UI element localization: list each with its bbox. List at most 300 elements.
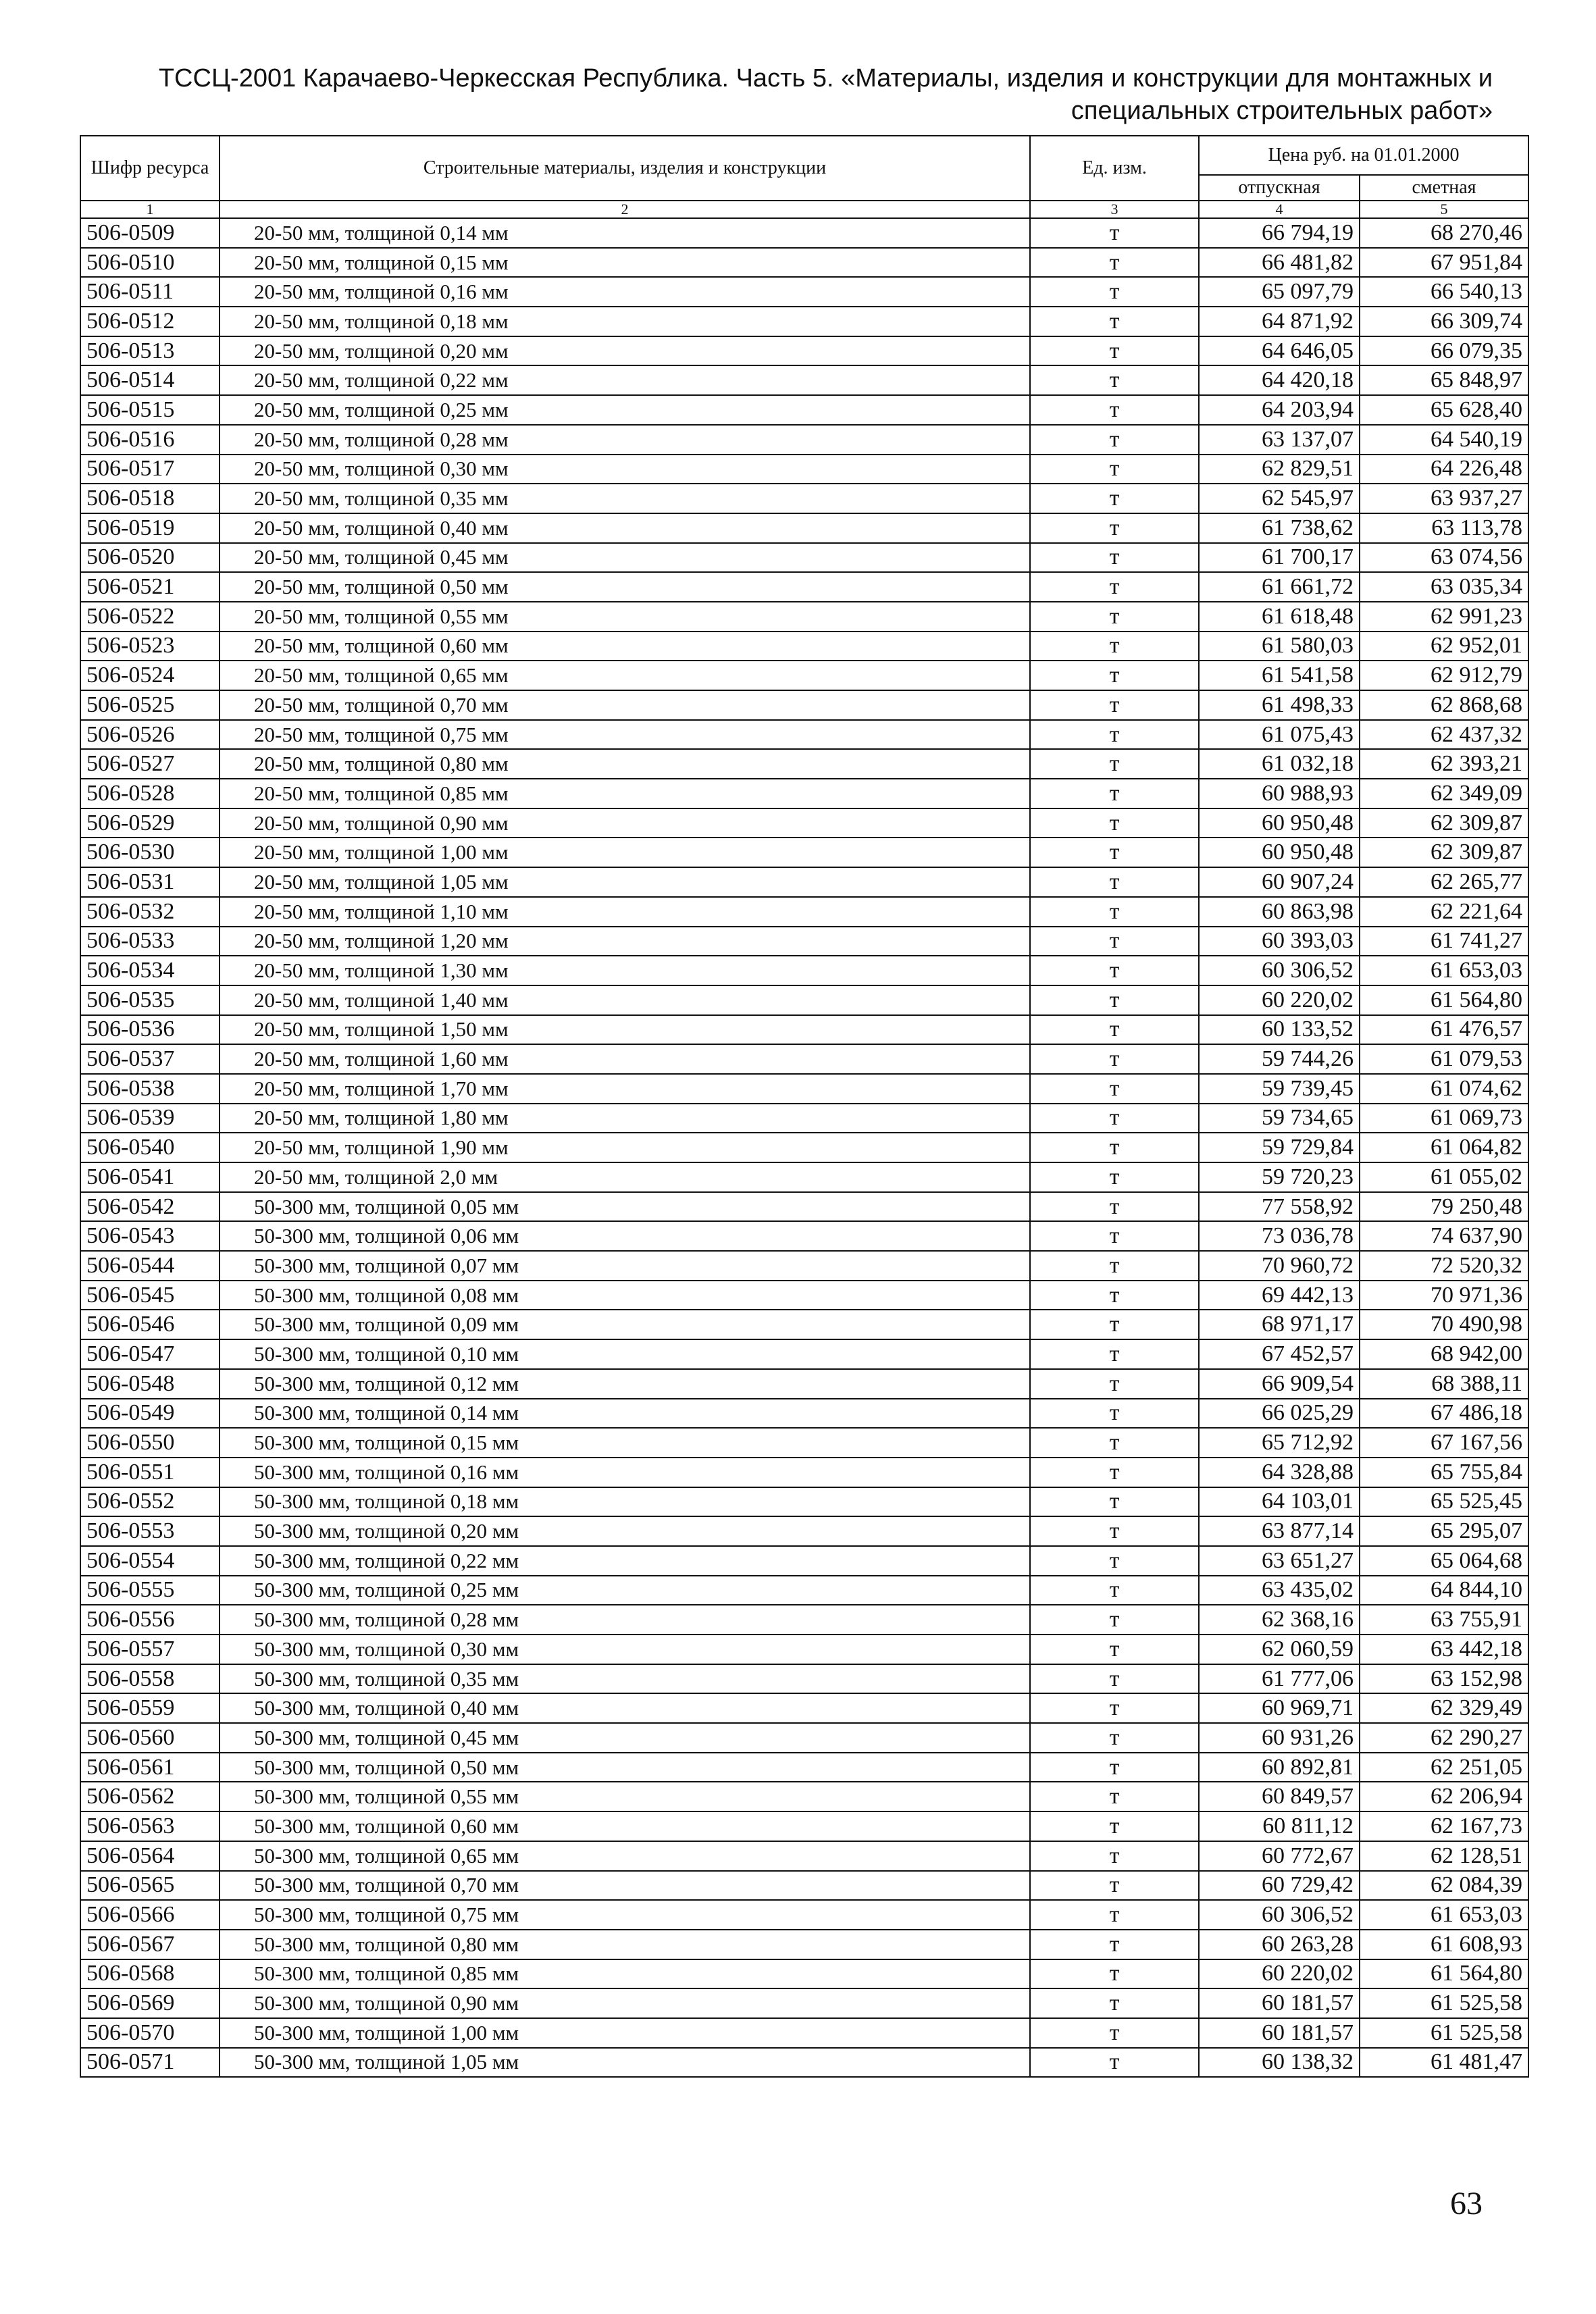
- row-code: 506-0557: [80, 1635, 220, 1664]
- row-code: 506-0537: [80, 1044, 220, 1074]
- row-code: 506-0509: [80, 218, 220, 248]
- table-row: [80, 1782, 1528, 1811]
- table-row: [80, 425, 1528, 455]
- row-unit: т: [1030, 956, 1199, 985]
- row-release-price: 73 036,78: [1199, 1221, 1360, 1251]
- row-estimate-price: 62 952,01: [1360, 632, 1528, 661]
- row-unit: т: [1030, 572, 1199, 602]
- row-unit: т: [1030, 867, 1199, 897]
- row-unit: т: [1030, 248, 1199, 278]
- row-release-price: 60 263,28: [1199, 1930, 1360, 1959]
- row-description: 50-300 мм, толщиной 0,40 мм: [220, 1693, 1030, 1723]
- table-row: [80, 838, 1528, 867]
- row-estimate-price: 62 084,39: [1360, 1871, 1528, 1901]
- row-code: 506-0560: [80, 1723, 220, 1753]
- row-estimate-price: 61 653,03: [1360, 956, 1528, 985]
- row-release-price: 68 971,17: [1199, 1310, 1360, 1339]
- row-description: 20-50 мм, толщиной 1,20 мм: [220, 927, 1030, 956]
- row-release-price: 60 138,32: [1199, 2048, 1360, 2078]
- row-description: 20-50 мм, толщиной 0,40 мм: [220, 513, 1030, 543]
- row-unit: т: [1030, 1339, 1199, 1369]
- row-description: 20-50 мм, толщиной 0,85 мм: [220, 779, 1030, 808]
- row-code: 506-0555: [80, 1576, 220, 1605]
- row-unit: т: [1030, 1074, 1199, 1104]
- row-estimate-price: 61 069,73: [1360, 1104, 1528, 1133]
- row-release-price: 60 220,02: [1199, 985, 1360, 1015]
- row-release-price: 63 651,27: [1199, 1546, 1360, 1576]
- row-release-price: 65 097,79: [1199, 277, 1360, 307]
- table-row: [80, 1841, 1528, 1871]
- row-code: 506-0559: [80, 1693, 220, 1723]
- row-description: 50-300 мм, толщиной 0,65 мм: [220, 1841, 1030, 1871]
- row-unit: т: [1030, 1192, 1199, 1222]
- row-code: 506-0524: [80, 661, 220, 690]
- table-body: [80, 218, 1528, 2077]
- row-estimate-price: 62 309,87: [1360, 838, 1528, 867]
- row-description: 20-50 мм, толщиной 1,10 мм: [220, 897, 1030, 927]
- row-description: 20-50 мм, толщиной 0,55 мм: [220, 602, 1030, 632]
- table-row: [80, 779, 1528, 808]
- row-estimate-price: 63 152,98: [1360, 1664, 1528, 1694]
- table-row: [80, 484, 1528, 513]
- row-code: 506-0565: [80, 1871, 220, 1901]
- table-row: [80, 1339, 1528, 1369]
- row-estimate-price: 63 937,27: [1360, 484, 1528, 513]
- row-unit: т: [1030, 1811, 1199, 1841]
- row-release-price: 62 545,97: [1199, 484, 1360, 513]
- row-code: 506-0569: [80, 1988, 220, 2018]
- row-description: 50-300 мм, толщиной 0,05 мм: [220, 1192, 1030, 1222]
- row-release-price: 60 133,52: [1199, 1015, 1360, 1045]
- row-description: 20-50 мм, толщиной 0,80 мм: [220, 749, 1030, 779]
- row-unit: т: [1030, 307, 1199, 336]
- row-estimate-price: 61 608,93: [1360, 1930, 1528, 1959]
- row-estimate-price: 66 079,35: [1360, 336, 1528, 366]
- table-row: [80, 602, 1528, 632]
- row-description: 20-50 мм, толщиной 0,14 мм: [220, 218, 1030, 248]
- row-release-price: 63 137,07: [1199, 425, 1360, 455]
- row-description: 20-50 мм, толщиной 0,25 мм: [220, 395, 1030, 425]
- row-unit: т: [1030, 1281, 1199, 1310]
- table-row: [80, 1664, 1528, 1694]
- table-row: [80, 572, 1528, 602]
- row-description: 20-50 мм, толщиной 1,90 мм: [220, 1133, 1030, 1162]
- table-row: [80, 1988, 1528, 2018]
- row-release-price: 61 032,18: [1199, 749, 1360, 779]
- table-row: [80, 1516, 1528, 1546]
- row-release-price: 61 075,43: [1199, 720, 1360, 750]
- table-row: [80, 2018, 1528, 2048]
- row-estimate-price: 70 490,98: [1360, 1310, 1528, 1339]
- row-release-price: 60 729,42: [1199, 1871, 1360, 1901]
- table-row: [80, 1458, 1528, 1487]
- row-estimate-price: 67 951,84: [1360, 248, 1528, 278]
- row-description: 50-300 мм, толщиной 0,16 мм: [220, 1458, 1030, 1487]
- row-unit: т: [1030, 1399, 1199, 1429]
- table-row: [80, 1044, 1528, 1074]
- row-unit: т: [1030, 277, 1199, 307]
- table-row: [80, 248, 1528, 278]
- row-release-price: 66 481,82: [1199, 248, 1360, 278]
- table-row: [80, 1428, 1528, 1458]
- table-row: [80, 867, 1528, 897]
- row-code: 506-0571: [80, 2048, 220, 2078]
- row-description: 20-50 мм, толщиной 0,20 мм: [220, 336, 1030, 366]
- row-description: 50-300 мм, толщиной 0,06 мм: [220, 1221, 1030, 1251]
- table-row: [80, 985, 1528, 1015]
- row-unit: т: [1030, 2018, 1199, 2048]
- row-unit: т: [1030, 2048, 1199, 2078]
- row-release-price: 62 829,51: [1199, 455, 1360, 484]
- row-description: 50-300 мм, толщиной 1,05 мм: [220, 2048, 1030, 2078]
- row-estimate-price: 62 290,27: [1360, 1723, 1528, 1753]
- table-row: [80, 956, 1528, 985]
- header-price: Цена руб. на 01.01.2000: [1199, 136, 1528, 175]
- row-code: 506-0538: [80, 1074, 220, 1104]
- row-description: 20-50 мм, толщиной 1,70 мм: [220, 1074, 1030, 1104]
- row-estimate-price: 62 206,94: [1360, 1782, 1528, 1811]
- row-unit: т: [1030, 1782, 1199, 1811]
- row-estimate-price: 72 520,32: [1360, 1251, 1528, 1281]
- row-code: 506-0558: [80, 1664, 220, 1694]
- row-unit: т: [1030, 1428, 1199, 1458]
- row-unit: т: [1030, 602, 1199, 632]
- row-code: 506-0568: [80, 1959, 220, 1989]
- row-code: 506-0517: [80, 455, 220, 484]
- row-code: 506-0563: [80, 1811, 220, 1841]
- table-row: [80, 749, 1528, 779]
- row-code: 506-0516: [80, 425, 220, 455]
- row-release-price: 64 871,92: [1199, 307, 1360, 336]
- row-unit: т: [1030, 1605, 1199, 1635]
- table-row: [80, 632, 1528, 661]
- row-code: 506-0541: [80, 1162, 220, 1192]
- row-description: 50-300 мм, толщиной 0,20 мм: [220, 1516, 1030, 1546]
- row-code: 506-0530: [80, 838, 220, 867]
- table-row: [80, 336, 1528, 366]
- row-unit: т: [1030, 1104, 1199, 1133]
- row-description: 20-50 мм, толщиной 0,75 мм: [220, 720, 1030, 750]
- row-release-price: 60 950,48: [1199, 838, 1360, 867]
- row-description: 50-300 мм, толщиной 0,80 мм: [220, 1930, 1030, 1959]
- row-unit: т: [1030, 1871, 1199, 1901]
- row-release-price: 60 988,93: [1199, 779, 1360, 808]
- row-description: 20-50 мм, толщиной 0,28 мм: [220, 425, 1030, 455]
- table-row: [80, 1753, 1528, 1782]
- row-code: 506-0553: [80, 1516, 220, 1546]
- table-row: [80, 1281, 1528, 1310]
- row-unit: т: [1030, 838, 1199, 867]
- row-unit: т: [1030, 927, 1199, 956]
- header-name: Строительные материалы, изделия и конструкции: [220, 136, 1030, 201]
- row-description: 20-50 мм, толщиной 1,80 мм: [220, 1104, 1030, 1133]
- row-code: 506-0546: [80, 1310, 220, 1339]
- row-unit: т: [1030, 1930, 1199, 1959]
- row-description: 50-300 мм, толщиной 0,25 мм: [220, 1576, 1030, 1605]
- row-unit: т: [1030, 1723, 1199, 1753]
- table-row: [80, 1251, 1528, 1281]
- row-code: 506-0514: [80, 365, 220, 395]
- header-unit: Ед. изм.: [1030, 136, 1199, 201]
- row-code: 506-0548: [80, 1369, 220, 1399]
- row-release-price: 64 328,88: [1199, 1458, 1360, 1487]
- table-row: [80, 1133, 1528, 1162]
- table-row: [80, 395, 1528, 425]
- row-release-price: 59 729,84: [1199, 1133, 1360, 1162]
- row-code: 506-0526: [80, 720, 220, 750]
- row-release-price: 61 661,72: [1199, 572, 1360, 602]
- row-estimate-price: 62 251,05: [1360, 1753, 1528, 1782]
- row-release-price: 61 738,62: [1199, 513, 1360, 543]
- row-release-price: 60 969,71: [1199, 1693, 1360, 1723]
- row-estimate-price: 61 481,47: [1360, 2048, 1528, 2078]
- row-description: 50-300 мм, толщиной 0,45 мм: [220, 1723, 1030, 1753]
- row-release-price: 61 618,48: [1199, 602, 1360, 632]
- row-release-price: 60 907,24: [1199, 867, 1360, 897]
- row-description: 20-50 мм, толщиной 0,16 мм: [220, 277, 1030, 307]
- row-release-price: 70 960,72: [1199, 1251, 1360, 1281]
- row-estimate-price: 63 035,34: [1360, 572, 1528, 602]
- row-code: 506-0567: [80, 1930, 220, 1959]
- row-unit: т: [1030, 425, 1199, 455]
- table-row: [80, 1871, 1528, 1901]
- row-code: 506-0554: [80, 1546, 220, 1576]
- row-release-price: 59 739,45: [1199, 1074, 1360, 1104]
- table-row: [80, 513, 1528, 543]
- row-code: 506-0544: [80, 1251, 220, 1281]
- table-row: [80, 1811, 1528, 1841]
- row-estimate-price: 62 991,23: [1360, 602, 1528, 632]
- table-row: [80, 1015, 1528, 1045]
- row-unit: т: [1030, 1458, 1199, 1487]
- row-unit: т: [1030, 1487, 1199, 1517]
- table-row: [80, 1399, 1528, 1429]
- row-release-price: 77 558,92: [1199, 1192, 1360, 1222]
- row-estimate-price: 63 074,56: [1360, 543, 1528, 573]
- row-estimate-price: 64 226,48: [1360, 455, 1528, 484]
- row-unit: т: [1030, 543, 1199, 573]
- row-release-price: 64 203,94: [1199, 395, 1360, 425]
- row-release-price: 64 103,01: [1199, 1487, 1360, 1517]
- row-estimate-price: 63 755,91: [1360, 1605, 1528, 1635]
- table-row: [80, 1723, 1528, 1753]
- row-estimate-price: 62 221,64: [1360, 897, 1528, 927]
- row-unit: т: [1030, 661, 1199, 690]
- row-unit: т: [1030, 1310, 1199, 1339]
- row-code: 506-0543: [80, 1221, 220, 1251]
- table-row: [80, 661, 1528, 690]
- row-code: 506-0561: [80, 1753, 220, 1782]
- row-description: 20-50 мм, толщиной 0,50 мм: [220, 572, 1030, 602]
- row-description: 20-50 мм, толщиной 0,60 мм: [220, 632, 1030, 661]
- table-row: [80, 1192, 1528, 1222]
- row-unit: т: [1030, 1664, 1199, 1694]
- row-code: 506-0520: [80, 543, 220, 573]
- row-release-price: 61 777,06: [1199, 1664, 1360, 1694]
- row-description: 50-300 мм, толщиной 0,28 мм: [220, 1605, 1030, 1635]
- header-line-2: специальных строительных работ»: [1071, 97, 1493, 125]
- row-estimate-price: 79 250,48: [1360, 1192, 1528, 1222]
- row-estimate-price: 68 388,11: [1360, 1369, 1528, 1399]
- row-description: 50-300 мм, толщиной 0,07 мм: [220, 1251, 1030, 1281]
- row-unit: т: [1030, 513, 1199, 543]
- row-description: 50-300 мм, толщиной 0,22 мм: [220, 1546, 1030, 1576]
- row-unit: т: [1030, 1044, 1199, 1074]
- row-estimate-price: 61 525,58: [1360, 2018, 1528, 2048]
- row-estimate-price: 62 128,51: [1360, 1841, 1528, 1871]
- row-description: 50-300 мм, толщиной 0,12 мм: [220, 1369, 1030, 1399]
- price-table: [80, 135, 1529, 2078]
- row-description: 50-300 мм, толщиной 1,00 мм: [220, 2018, 1030, 2048]
- row-release-price: 64 646,05: [1199, 336, 1360, 366]
- row-estimate-price: 63 113,78: [1360, 513, 1528, 543]
- row-release-price: 67 452,57: [1199, 1339, 1360, 1369]
- row-release-price: 61 580,03: [1199, 632, 1360, 661]
- header-estimate-price: сметная: [1360, 175, 1528, 201]
- row-unit: т: [1030, 1900, 1199, 1930]
- row-unit: т: [1030, 1369, 1199, 1399]
- row-code: 506-0511: [80, 277, 220, 307]
- row-code: 506-0518: [80, 484, 220, 513]
- row-unit: т: [1030, 1162, 1199, 1192]
- table-row: [80, 1959, 1528, 1989]
- row-estimate-price: 62 265,77: [1360, 867, 1528, 897]
- row-release-price: 61 498,33: [1199, 690, 1360, 720]
- row-estimate-price: 61 476,57: [1360, 1015, 1528, 1045]
- table-row: [80, 1635, 1528, 1664]
- row-release-price: 60 220,02: [1199, 1959, 1360, 1989]
- row-release-price: 62 060,59: [1199, 1635, 1360, 1664]
- row-code: 506-0512: [80, 307, 220, 336]
- table-row: [80, 897, 1528, 927]
- row-unit: т: [1030, 1693, 1199, 1723]
- row-unit: т: [1030, 1988, 1199, 2018]
- row-unit: т: [1030, 1133, 1199, 1162]
- row-estimate-price: 62 912,79: [1360, 661, 1528, 690]
- row-release-price: 66 794,19: [1199, 218, 1360, 248]
- column-number-1: 1: [80, 201, 220, 218]
- row-unit: т: [1030, 720, 1199, 750]
- row-code: 506-0549: [80, 1399, 220, 1429]
- row-release-price: 61 541,58: [1199, 661, 1360, 690]
- row-code: 506-0534: [80, 956, 220, 985]
- row-release-price: 60 181,57: [1199, 2018, 1360, 2048]
- row-description: 20-50 мм, толщиной 0,22 мм: [220, 365, 1030, 395]
- row-description: 50-300 мм, толщиной 0,35 мм: [220, 1664, 1030, 1694]
- row-release-price: 65 712,92: [1199, 1428, 1360, 1458]
- row-code: 506-0510: [80, 248, 220, 278]
- row-description: 20-50 мм, толщиной 0,30 мм: [220, 455, 1030, 484]
- page-header: [81, 62, 1493, 127]
- row-estimate-price: 61 055,02: [1360, 1162, 1528, 1192]
- row-description: 20-50 мм, толщиной 0,45 мм: [220, 543, 1030, 573]
- row-unit: т: [1030, 808, 1199, 838]
- row-release-price: 60 849,57: [1199, 1782, 1360, 1811]
- row-unit: т: [1030, 484, 1199, 513]
- table-row: [80, 2048, 1528, 2078]
- row-release-price: 60 892,81: [1199, 1753, 1360, 1782]
- row-unit: т: [1030, 1221, 1199, 1251]
- column-number-5: 5: [1360, 201, 1528, 218]
- header-release-price: отпускная: [1199, 175, 1360, 201]
- table-row: [80, 927, 1528, 956]
- row-description: 50-300 мм, толщиной 0,85 мм: [220, 1959, 1030, 1989]
- row-code: 506-0523: [80, 632, 220, 661]
- column-number-3: 3: [1030, 201, 1199, 218]
- row-estimate-price: 61 074,62: [1360, 1074, 1528, 1104]
- table-row: [80, 1930, 1528, 1959]
- row-code: 506-0550: [80, 1428, 220, 1458]
- row-description: 50-300 мм, толщиной 0,18 мм: [220, 1487, 1030, 1517]
- header-line-1: ТССЦ-2001 Карачаево-Черкесская Республика. Часть 5. «Материалы, изделия и конструкции для монтажных и: [158, 64, 1493, 93]
- row-description: 20-50 мм, толщиной 0,35 мм: [220, 484, 1030, 513]
- row-description: 20-50 мм, толщиной 1,05 мм: [220, 867, 1030, 897]
- row-unit: т: [1030, 336, 1199, 366]
- row-description: 50-300 мм, толщиной 0,30 мм: [220, 1635, 1030, 1664]
- row-release-price: 66 909,54: [1199, 1369, 1360, 1399]
- row-description: 50-300 мм, толщиной 0,60 мм: [220, 1811, 1030, 1841]
- row-estimate-price: 63 442,18: [1360, 1635, 1528, 1664]
- row-unit: т: [1030, 395, 1199, 425]
- row-estimate-price: 65 628,40: [1360, 395, 1528, 425]
- row-description: 50-300 мм, толщиной 0,15 мм: [220, 1428, 1030, 1458]
- row-description: 50-300 мм, толщиной 0,14 мм: [220, 1399, 1030, 1429]
- table-row: [80, 1162, 1528, 1192]
- row-estimate-price: 61 741,27: [1360, 927, 1528, 956]
- row-unit: т: [1030, 632, 1199, 661]
- row-unit: т: [1030, 1015, 1199, 1045]
- row-description: 50-300 мм, толщиной 0,10 мм: [220, 1339, 1030, 1369]
- row-release-price: 59 720,23: [1199, 1162, 1360, 1192]
- page-number: 63: [1450, 2186, 1483, 2221]
- row-code: 506-0513: [80, 336, 220, 366]
- row-description: 50-300 мм, толщиной 0,75 мм: [220, 1900, 1030, 1930]
- table-row: [80, 1605, 1528, 1635]
- row-estimate-price: 61 079,53: [1360, 1044, 1528, 1074]
- row-code: 506-0532: [80, 897, 220, 927]
- table-row: [80, 1900, 1528, 1930]
- row-estimate-price: 62 393,21: [1360, 749, 1528, 779]
- row-code: 506-0539: [80, 1104, 220, 1133]
- table-row: [80, 307, 1528, 336]
- row-estimate-price: 62 868,68: [1360, 690, 1528, 720]
- table-row: [80, 720, 1528, 750]
- row-code: 506-0562: [80, 1782, 220, 1811]
- row-code: 506-0531: [80, 867, 220, 897]
- row-estimate-price: 66 540,13: [1360, 277, 1528, 307]
- row-unit: т: [1030, 455, 1199, 484]
- row-description: 20-50 мм, толщиной 1,40 мм: [220, 985, 1030, 1015]
- row-estimate-price: 67 167,56: [1360, 1428, 1528, 1458]
- table-header: [80, 136, 1528, 218]
- table-row: [80, 690, 1528, 720]
- row-unit: т: [1030, 1576, 1199, 1605]
- row-estimate-price: 74 637,90: [1360, 1221, 1528, 1251]
- row-estimate-price: 61 564,80: [1360, 985, 1528, 1015]
- row-unit: т: [1030, 1753, 1199, 1782]
- row-estimate-price: 62 349,09: [1360, 779, 1528, 808]
- row-description: 20-50 мм, толщиной 0,18 мм: [220, 307, 1030, 336]
- row-description: 20-50 мм, толщиной 0,15 мм: [220, 248, 1030, 278]
- table-row: [80, 808, 1528, 838]
- row-description: 20-50 мм, толщиной 1,00 мм: [220, 838, 1030, 867]
- table-row: [80, 277, 1528, 307]
- row-unit: т: [1030, 218, 1199, 248]
- row-description: 50-300 мм, толщиной 0,09 мм: [220, 1310, 1030, 1339]
- row-release-price: 59 734,65: [1199, 1104, 1360, 1133]
- row-estimate-price: 65 755,84: [1360, 1458, 1528, 1487]
- row-code: 506-0521: [80, 572, 220, 602]
